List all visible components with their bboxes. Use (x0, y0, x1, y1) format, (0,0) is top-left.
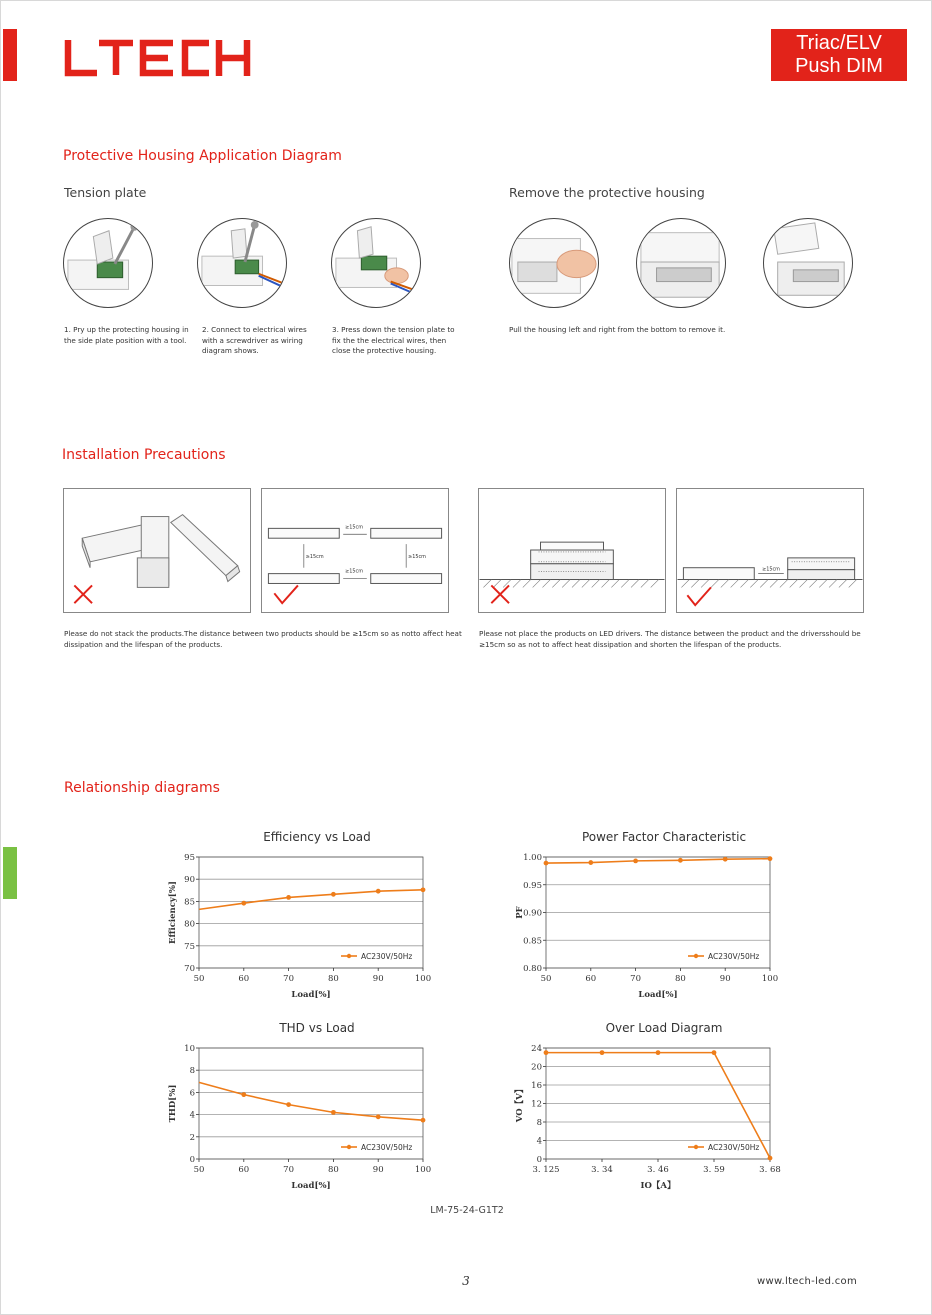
y-tick-label: 70 (184, 964, 195, 974)
x-tick-label: 90 (372, 1165, 384, 1175)
y-tick-label: 6 (189, 1088, 195, 1099)
y-tick-label: 90 (184, 875, 195, 886)
y-tick-label: 8 (189, 1066, 195, 1077)
spacing-label-bottom: ≥15cm (345, 568, 364, 575)
y-axis-label: VO【V】 (515, 1084, 525, 1123)
step3-text: 3. Press down the tension plate to fix the the electrical wires, then close the protective housing. (332, 325, 455, 355)
y-tick-label: 12 (531, 1099, 542, 1110)
y-tick-label: 2 (189, 1132, 195, 1143)
spacing-correct-diagram (261, 488, 449, 613)
y-tick-label: 0 (189, 1155, 195, 1165)
stacking-note: Please do not stack the products.The distance between two products should be ≥15cm so as notto affect heat dissipation and the lifespan of the products. (64, 629, 462, 649)
legend-marker (694, 954, 698, 958)
website-link[interactable]: www.ltech-led.com (757, 1276, 858, 1287)
beside-driver-correct-diagram (676, 488, 864, 613)
chart-svg (151, 827, 451, 1007)
y-axis-label: THD[%] (168, 1084, 178, 1123)
x-tick-label: 100 (414, 974, 432, 984)
x-tick-label: 90 (372, 974, 384, 984)
y-axis-label: PF (515, 906, 525, 919)
dimming-type-badge (771, 29, 907, 81)
step2-text: 2. Connect to electrical wires with a screwdriver as wiring diagram shows. (202, 325, 307, 355)
relationship-section-title: Relationship diagrams (64, 780, 220, 796)
on-driver-wrong-diagram (478, 488, 666, 613)
x-axis-label: Load[%] (291, 1181, 331, 1191)
data-point (588, 860, 593, 865)
y-tick-label: 0.85 (523, 936, 542, 947)
data-point (768, 856, 773, 861)
y-tick-label: 0 (536, 1155, 542, 1165)
page-number: 3 (462, 1274, 470, 1288)
data-point (678, 858, 683, 863)
x-tick-label: 3. 125 (532, 1165, 560, 1175)
green-edge-tab (3, 847, 17, 899)
x-tick-label: 70 (630, 974, 642, 984)
data-point (286, 1102, 291, 1107)
chart-svg (498, 1018, 798, 1198)
x-tick-label: 3. 68 (759, 1165, 781, 1175)
series-line (199, 890, 423, 910)
x-tick-label: 3. 46 (647, 1165, 669, 1175)
y-tick-label: 1.00 (523, 853, 542, 863)
spacing-label-left: ≥15cm (305, 553, 324, 560)
x-axis-label: Load[%] (638, 990, 678, 1000)
remove-note: Pull the housing left and right from the bottom to remove it. (509, 325, 726, 334)
y-tick-label: 0.90 (523, 908, 542, 919)
driver-spacing-label: ≥15cm (762, 566, 780, 573)
data-point (331, 892, 336, 897)
thd-chart (151, 1018, 451, 1198)
data-point (286, 895, 291, 900)
y-tick-label: 0.95 (523, 880, 542, 891)
legend-marker (347, 1145, 351, 1149)
remove-step3-illustration (763, 218, 853, 308)
precautions-section-title: Installation Precautions (62, 447, 226, 463)
data-point (376, 1114, 381, 1119)
chart-svg (498, 827, 798, 1007)
ltech-logo (63, 37, 253, 79)
chart-title: Power Factor Characteristic (581, 830, 747, 844)
y-tick-label: 4 (536, 1136, 542, 1147)
x-tick-label: 80 (674, 974, 686, 984)
y-tick-label: 0.80 (523, 964, 542, 974)
chart-svg (151, 1018, 451, 1198)
legend-label: AC230V/50Hz (708, 1143, 760, 1152)
series-line (546, 859, 770, 863)
y-tick-label: 75 (184, 941, 195, 952)
badge-line-1: Triac/ELV (796, 32, 882, 54)
spacing-label-right: ≥15cm (408, 553, 426, 560)
data-point (241, 901, 246, 906)
model-number: LM-75-24-G1T2 (430, 1205, 504, 1216)
x-tick-label: 3. 34 (591, 1165, 613, 1175)
y-tick-label: 85 (184, 897, 195, 908)
data-point (421, 887, 426, 892)
y-axis-label: Efficiency[%] (168, 881, 178, 944)
driver-placement-note: Please not place the products on LED drivers. The distance between the product and the driversshould be ≥15cm so as not to affect heat dissipation and shorten the lifespan of the products. (479, 629, 861, 649)
step1-text: 1. Pry up the protecting housing in the side plate position with a tool. (64, 325, 189, 345)
data-point (241, 1092, 246, 1097)
x-tick-label: 50 (193, 974, 205, 984)
efficiency-chart (151, 827, 451, 1007)
remove-housing-title: Remove the protective housing (509, 185, 705, 200)
legend-label: AC230V/50Hz (361, 952, 413, 961)
tension-plate-title: Tension plate (64, 185, 147, 200)
x-tick-label: 90 (719, 974, 731, 984)
x-axis-label: IO【A】 (640, 1181, 676, 1191)
data-point (633, 858, 638, 863)
x-tick-label: 60 (585, 974, 597, 984)
x-tick-label: 70 (283, 974, 295, 984)
y-tick-label: 4 (189, 1110, 195, 1121)
x-tick-label: 60 (238, 1165, 250, 1175)
step2-illustration (197, 218, 287, 308)
data-point (544, 861, 549, 866)
data-point (331, 1110, 336, 1115)
chart-title: THD vs Load (279, 1021, 355, 1035)
power-factor-chart (498, 827, 798, 1007)
remove-step2-illustration (636, 218, 726, 308)
remove-step1-illustration (509, 218, 599, 308)
x-axis-label: Load[%] (291, 990, 331, 1000)
x-tick-label: 50 (540, 974, 552, 984)
legend-marker (347, 954, 351, 958)
step1-illustration (63, 218, 153, 308)
data-point (421, 1118, 426, 1123)
legend-label: AC230V/50Hz (361, 1143, 413, 1152)
x-tick-label: 80 (327, 974, 339, 984)
stacking-wrong-diagram (63, 488, 251, 613)
data-point (544, 1050, 549, 1055)
spacing-label-top: ≥15cm (345, 524, 364, 531)
badge-line-2: Push DIM (795, 55, 883, 77)
data-point (768, 1156, 773, 1161)
y-tick-label: 8 (536, 1118, 542, 1128)
x-tick-label: 100 (761, 974, 779, 984)
x-tick-label: 3. 59 (703, 1165, 725, 1175)
x-tick-label: 50 (193, 1165, 205, 1175)
data-point (723, 857, 728, 862)
chart-title: Over Load Diagram (605, 1021, 723, 1035)
y-tick-label: 95 (184, 853, 195, 863)
data-point (656, 1050, 661, 1055)
legend-label: AC230V/50Hz (708, 952, 760, 961)
over-load-chart (498, 1018, 798, 1198)
red-edge-tab (3, 29, 17, 81)
housing-section-title: Protective Housing Application Diagram (63, 148, 342, 164)
data-point (712, 1050, 717, 1055)
y-tick-label: 16 (531, 1081, 542, 1091)
y-tick-label: 24 (531, 1044, 542, 1054)
x-tick-label: 100 (414, 1165, 432, 1175)
y-tick-label: 80 (184, 919, 195, 930)
legend-marker (694, 1145, 698, 1149)
x-tick-label: 60 (238, 974, 250, 984)
data-point (600, 1050, 605, 1055)
x-tick-label: 80 (327, 1165, 339, 1175)
step3-illustration (331, 218, 421, 308)
y-tick-label: 20 (531, 1062, 542, 1073)
data-point (376, 889, 381, 894)
y-tick-label: 10 (184, 1044, 195, 1054)
x-tick-label: 70 (283, 1165, 295, 1175)
chart-title: Efficiency vs Load (263, 830, 371, 844)
